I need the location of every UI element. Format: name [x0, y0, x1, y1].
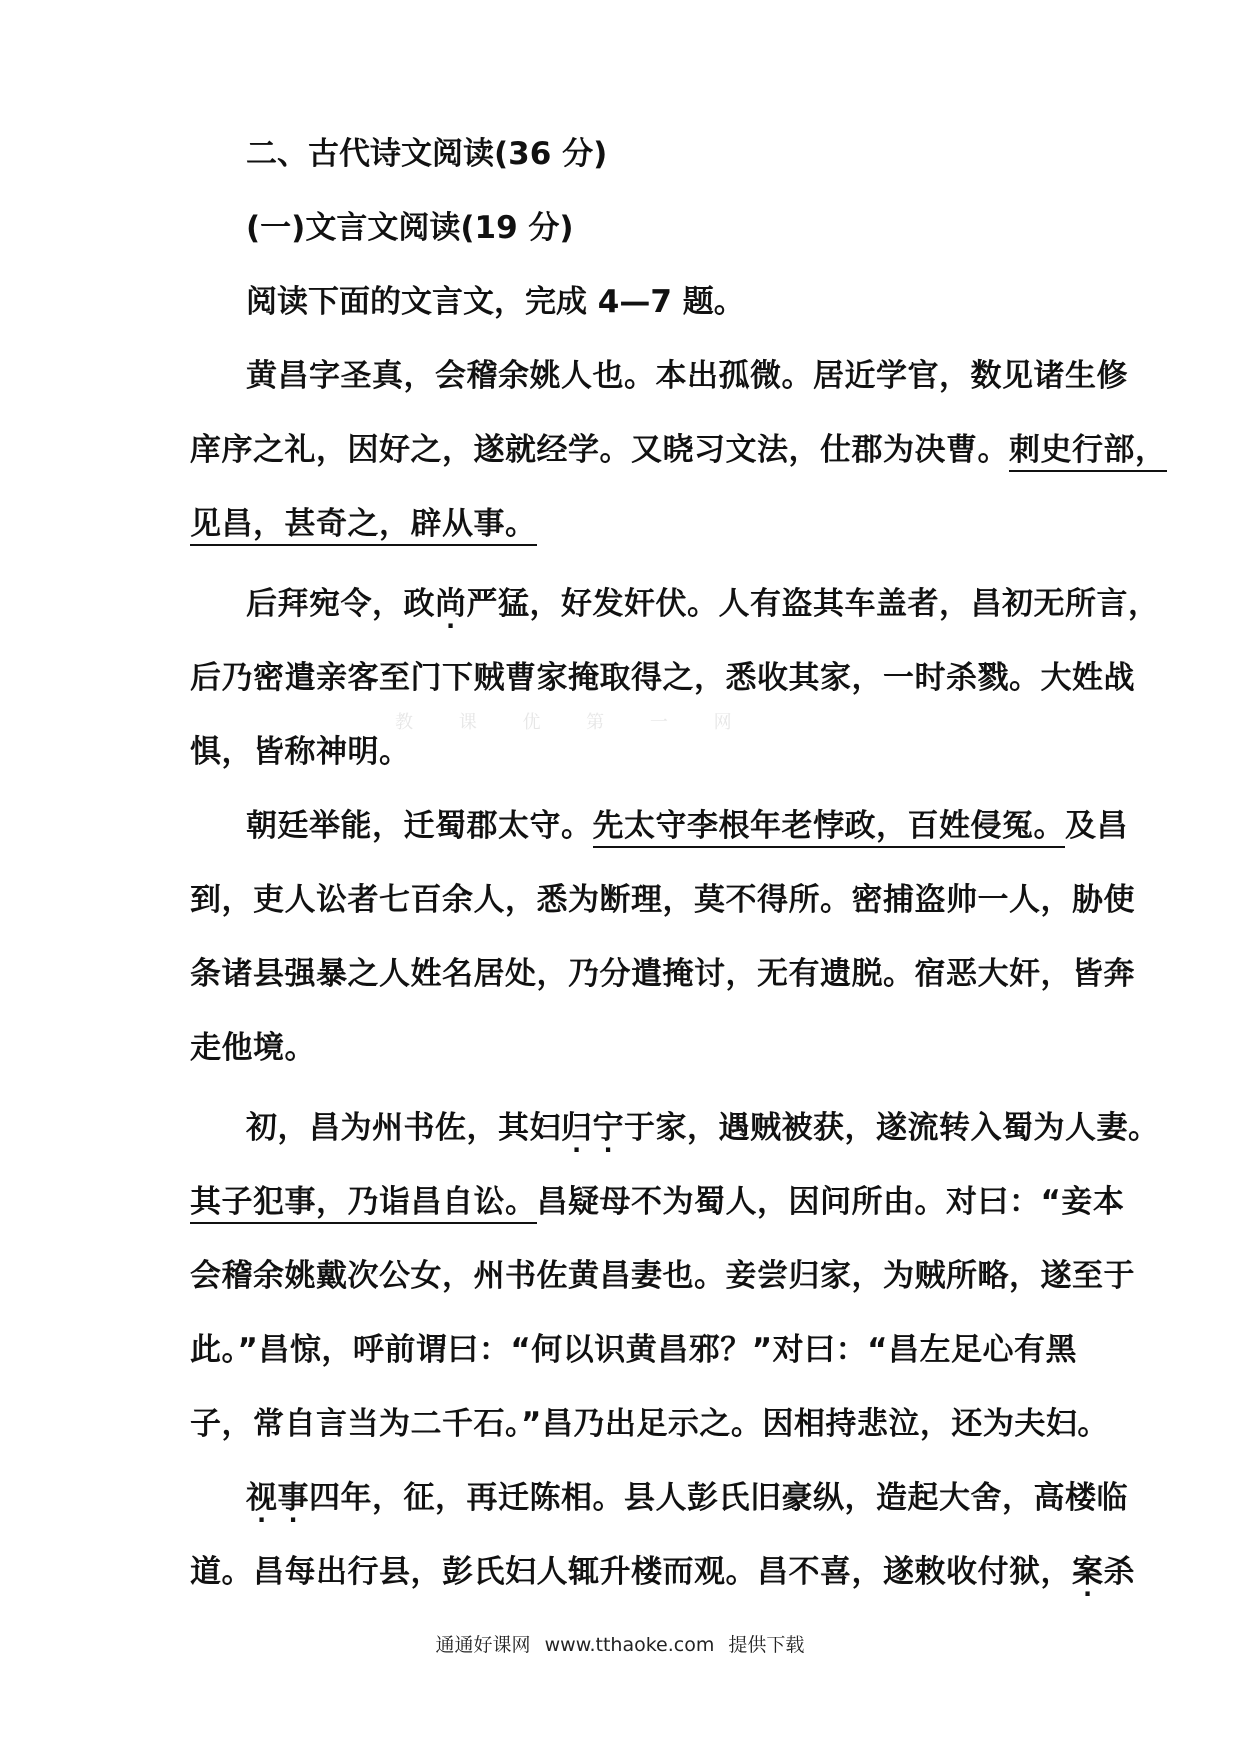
p5-line-1-text-c: 四年，征，再迁陈相。县人彭氏旧豪纵，造起大舍，高楼临 — [309, 1480, 1128, 1516]
underlined-sentence-1a: 刺史行部， — [1009, 432, 1167, 472]
dotted-char-ning: 宁 — [592, 1110, 624, 1146]
underlined-sentence-1b: 见昌，甚奇之，辟从事。 — [190, 506, 537, 546]
p3-line-1 — [246, 804, 1128, 848]
p5-line-2 — [190, 1550, 1135, 1594]
p5-line-2-text-c: 杀 — [1103, 1554, 1135, 1590]
p4-line-1-text-d: 于家，遇贼被获，遂流转入蜀为人妻。 — [624, 1110, 1160, 1146]
p1-line-1: 黄昌字圣真，会稽余姚人也。本出孤微。居近学官，数见诸生修 — [246, 358, 1128, 394]
dotted-char-shi2: 事 — [277, 1480, 309, 1516]
watermark: 教 课 优 第 一 网 — [395, 712, 752, 733]
p4-line-1-text-a: 初，昌为州书佐，其妇 — [246, 1110, 561, 1146]
dotted-char-shang: 尚 — [435, 586, 467, 622]
p4-line-2 — [190, 1180, 1125, 1224]
p2-line-1 — [246, 582, 1160, 626]
underlined-sentence-3: 其子犯事，乃诣昌自讼。 — [190, 1184, 537, 1224]
p2-line-1-text-c: 严猛，好发奸伏。人有盗其车盖者，昌初无所言， — [466, 586, 1160, 622]
dotted-char-shi: 视 — [246, 1480, 278, 1516]
p4-line-3: 会稽余姚戴次公女，州书佐黄昌妻也。妾尝归家，为贼所略，遂至于 — [190, 1258, 1135, 1294]
p1-line-2 — [190, 428, 1167, 472]
p4-line-2-text-b: 昌疑母不为蜀人，因问所由。对曰：“妾本 — [536, 1184, 1125, 1220]
footer-site-name: 通通好课网 — [435, 1634, 531, 1656]
p3-line-1-text-a: 朝廷举能，迁蜀郡太守。 — [246, 808, 593, 844]
p3-line-3: 条诸县强暴之人姓名居处，乃分遣掩讨，无有遗脱。宿恶大奸，皆奔 — [190, 956, 1135, 992]
p2-line-1-text-a: 后拜宛令，政 — [246, 586, 435, 622]
subsection-title: (一)文言文阅读(19 分) — [246, 210, 574, 246]
footer — [0, 1630, 1240, 1657]
p5-line-2-text-a: 道。昌每出行县，彭氏妇人辄升楼而观。昌不喜，遂敕收付狱， — [190, 1554, 1072, 1590]
footer-note: 提供下载 — [728, 1634, 805, 1656]
p5-line-1 — [246, 1476, 1128, 1520]
underlined-sentence-2: 先太守李根年老悖政，百姓侵冤。 — [593, 808, 1066, 848]
instruction: 阅读下面的文言文，完成 4—7 题。 — [246, 284, 745, 320]
p4-line-1 — [246, 1106, 1160, 1150]
p3-line-1-text-c: 及昌 — [1065, 808, 1128, 844]
p3-line-2: 到，吏人讼者七百余人，悉为断理，莫不得所。密捕盗帅一人，胁使 — [190, 882, 1135, 918]
p4-line-4: 此。”昌惊，呼前谓曰：“何以识黄昌邪？”对曰：“昌左足心有黑 — [190, 1332, 1077, 1368]
dotted-char-an: 案 — [1072, 1554, 1104, 1590]
p4-line-5: 子，常自言当为二千石。”昌乃出足示之。因相持悲泣，还为夫妇。 — [190, 1406, 1109, 1442]
p2-line-3: 惧，皆称神明。 — [190, 734, 411, 770]
p2-line-2: 后乃密遣亲客至门下贼曹家掩取得之，悉收其家，一时杀戮。大姓战 — [190, 660, 1135, 696]
p1-line-3 — [190, 502, 559, 546]
p1-line-2-text: 庠序之礼，因好之，遂就经学。又晓习文法，仕郡为决曹。 — [190, 432, 1009, 468]
footer-url[interactable]: www.tthaoke.com — [544, 1634, 715, 1656]
section-title: 二、古代诗文阅读(36 分) — [246, 136, 608, 172]
p3-line-4: 走他境。 — [190, 1030, 316, 1066]
dotted-char-gui: 归 — [561, 1110, 593, 1146]
